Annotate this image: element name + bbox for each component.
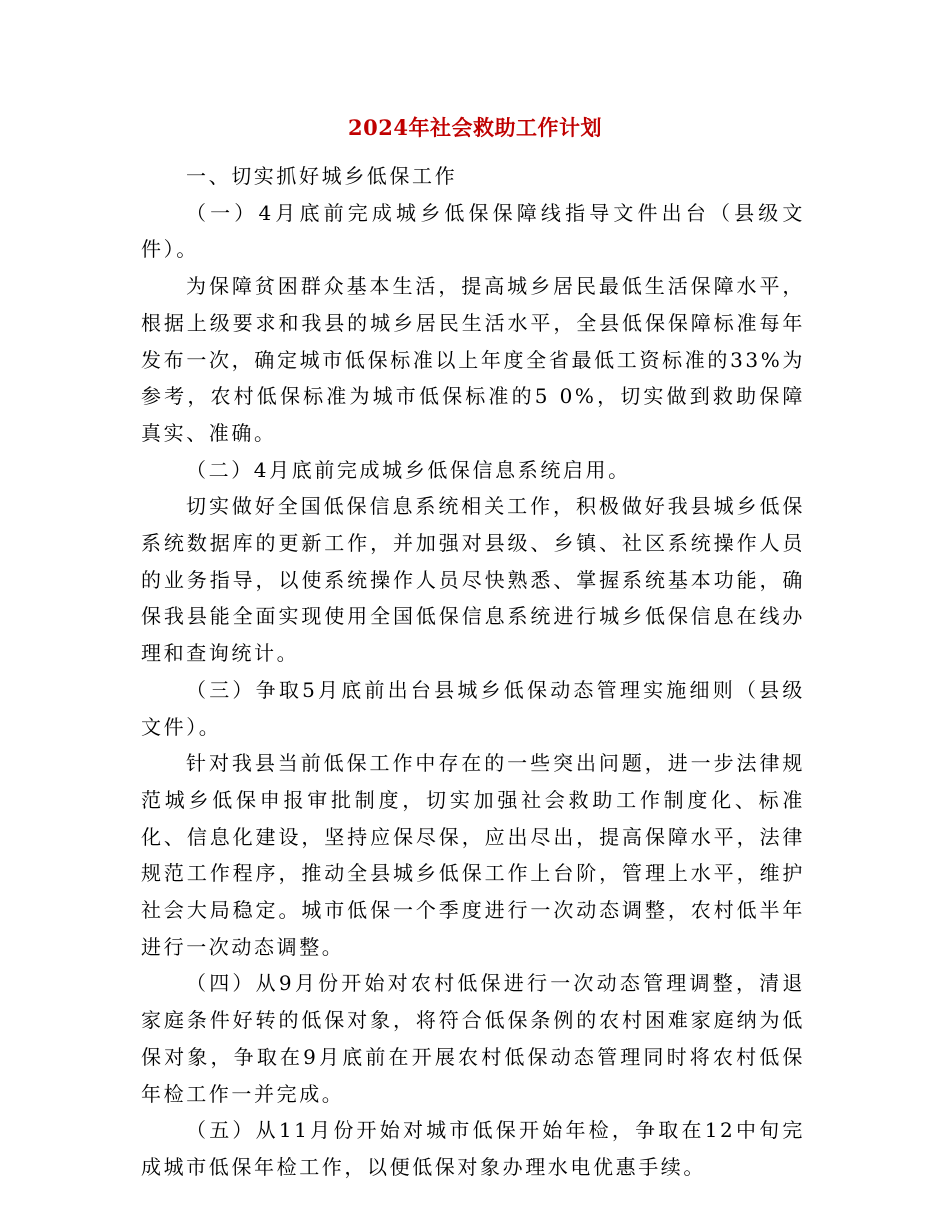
subsection-heading: （三）争取5月底前出台县城乡低保动态管理实施细则（县级文件）。 bbox=[141, 677, 805, 739]
document-body bbox=[141, 158, 805, 1186]
section-heading: 一、切实抓好城乡低保工作 bbox=[186, 164, 458, 188]
subsection-paragraph: （五）从11月份开始对城市低保开始年检，争取在12中旬完成城市低保年检工作，以便低保对象办理水电优惠手续。 bbox=[141, 1118, 805, 1179]
subsection-paragraph: （四）从9月份开始对农村低保进行一次动态管理调整，清退家庭条件好转的低保对象，将符合低保条例的农村困难家庭纳为低保对象，争取在9月底前在开展农村低保动态管理同时将农村低保年检工作一并完成。 bbox=[141, 971, 805, 1106]
subsection-heading: （一）4月底前完成城乡低保保障线指导文件出台（县级文件）。 bbox=[141, 200, 805, 262]
subsection-heading: （二）4月底前完成城乡低保信息系统启用。 bbox=[186, 457, 631, 482]
document-title: 2024年社会救助工作计划 bbox=[348, 115, 602, 140]
body-paragraph: 切实做好全国低保信息系统相关工作，积极做好我县城乡低保系统数据库的更新工作，并加强对县级、乡镇、社区系统操作人员的业务指导，以使系统操作人员尽快熟悉、掌握系统基本功能，确保我县能全面实现使用全国低保信息系统进行城乡低保信息在线办理和查询统计。 bbox=[141, 494, 805, 666]
body-paragraph: 为保障贫困群众基本生活，提高城乡居民最低生活保障水平，根据上级要求和我县的城乡居民生活水平，全县低保保障标准每年发布一次，确定城市低保标准以上年度全省最低工资标准的33%为参考，农村低保标准为城市低保标准的5 0%，切实做到救助保障真实、准确。 bbox=[141, 274, 805, 445]
body-paragraph: 针对我县当前低保工作中存在的一些突出问题，进一步法律规范城乡低保申报审批制度，切实加强社会救助工作制度化、标准化、信息化建设，坚持应保尽保，应出尽出，提高保障水平，法律规范工作程序，推动全县城乡低保工作上台阶，管理上水平，维护社会大局稳定。城市低保一个季度进行一次动态调整，农村低半年进行一次动态调整。 bbox=[141, 751, 805, 959]
